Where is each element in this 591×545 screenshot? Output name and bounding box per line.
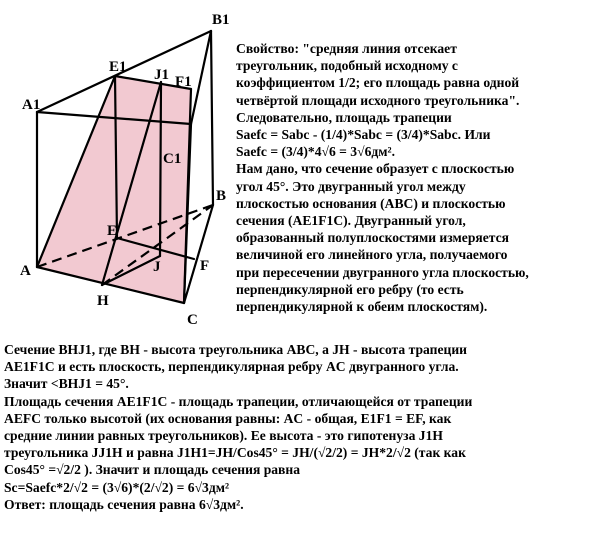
label-b: B	[216, 188, 227, 204]
text-line: перпендикулярной его ребру (то есть	[236, 281, 464, 297]
text-line: величиной его линейного угла, получаемого	[236, 247, 508, 263]
text-line: Нам дано, что сечение образует с плоскостью	[236, 161, 515, 177]
text-line: четвёртой площади исходного треугольника".	[236, 92, 520, 108]
text-line: перпендикулярной к обеим плоскостям).	[236, 299, 488, 315]
edge-b1-c1	[191, 31, 211, 124]
solution-text	[4, 341, 472, 513]
text-line: угол 45°. Это двугранный угол между	[236, 178, 466, 194]
text-line: Свойство: "средняя линия отсекает	[236, 41, 457, 56]
label-j: J	[153, 259, 161, 275]
text-line: Saefc = Sabc - (1/4)*Sabc = (3/4)*Sabc. Или	[236, 127, 491, 143]
segment-j1j	[160, 82, 161, 256]
label-j1: J1	[154, 67, 169, 83]
text-line: Sc=Saefc*2/√2 = (3√6)*(2/√2) = 6√3дм²	[4, 479, 230, 495]
edge-bb1	[211, 31, 213, 205]
text-line: Saefc = (3/4)*4√6 = 3√6дм².	[236, 144, 395, 160]
label-f1: F1	[175, 74, 192, 90]
label-a1: A1	[22, 97, 41, 113]
text-line: сечения (AE1F1C). Двугранный угол,	[236, 213, 466, 229]
text-line: Площадь сечения AE1F1C - площадь трапеции, отличающейся от трапеции	[4, 393, 473, 409]
text-line: Cos45° =√2/2 ). Значит и площадь сечения равна	[4, 462, 301, 478]
text-line: треугольник, подобный исходному с	[236, 58, 458, 74]
label-c1: C1	[163, 151, 182, 167]
text-line: плоскостью основания (ABC) и плоскостью	[236, 195, 506, 211]
section-plane	[37, 76, 191, 303]
prism-figure	[0, 0, 240, 330]
label-e: E	[107, 223, 118, 239]
label-f: F	[200, 258, 210, 274]
text-line: AE1F1C и есть плоскость, перпендикулярная ребру AC двугранного угла.	[4, 359, 459, 375]
text-line: AEFC только высотой (их основания равны: AC - общая, E1F1 = EF, как	[4, 410, 452, 426]
label-e1: E1	[109, 59, 127, 75]
answer-line: Ответ: площадь сечения равна 6√3дм².	[4, 496, 244, 512]
label-b1: B1	[212, 12, 230, 28]
text-line: коэффициентом 1/2; его площадь равна одной	[236, 75, 520, 91]
text-line: образованный полуплоскостями измеряется	[236, 230, 510, 246]
property-explanation	[236, 40, 529, 315]
text-line: Сечение BHJ1, где BH - высота треугольника ABC, а JH - высота трапеции	[4, 342, 467, 357]
text-line: средние линии равных треугольников). Ее высота - это гипотенуза J1H	[4, 428, 443, 444]
text-line: Значит <BHJ1 = 45°.	[4, 376, 129, 392]
label-h: H	[97, 293, 109, 309]
label-c: C	[187, 312, 198, 328]
text-line: Следовательно, площадь трапеции	[236, 109, 452, 125]
text-line: при пересечении двугранного угла плоскостью,	[236, 264, 529, 280]
text-line: треугольника JJ1H и равна J1H1=JH/Cos45° = JH/(√2/2) = JH*2/√2 (так как	[4, 445, 466, 461]
label-a: A	[20, 263, 31, 279]
